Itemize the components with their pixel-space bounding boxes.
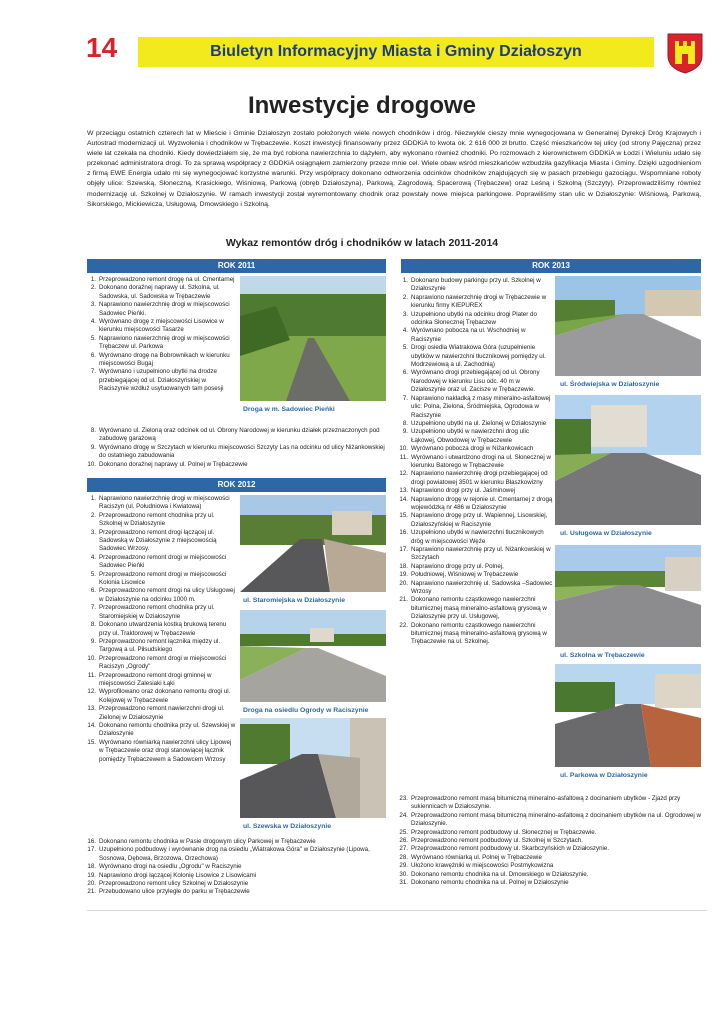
- list-item-number: 6.: [90, 351, 96, 359]
- list-item: [397, 879, 703, 887]
- list-item: [85, 529, 237, 554]
- list-item-number: 31.: [399, 879, 408, 887]
- list-item-text: Wyrównano pobocza drogi w Niżankowicach: [411, 445, 534, 453]
- list-item-text: Naprawiono nawierzchnię drogi w miejscowości Raciszyn (ul. Południowa i Kwiatowa): [99, 495, 230, 511]
- list-item: [397, 369, 553, 394]
- list-item-number: 20.: [399, 579, 408, 587]
- list-item-text: Wyrównano równiarką ul. Polnej w Trębaczewie: [411, 853, 542, 861]
- works-list-2013-wide: [397, 795, 703, 887]
- list-item-text: Wyrównano drogi przebiegającej od ul. Obrony Narodowej w kierunku Lisu odc. 40 m w Działoszynie oraz ul. Zacisze w Trębaczewie.: [411, 369, 540, 394]
- list-item: [397, 529, 553, 546]
- list-item-text: Naprawiono nawierzchnię drogi w Trębaczewie w kierunku firmy KIEPUREX: [411, 293, 547, 310]
- works-list-2011-wide: [85, 427, 386, 469]
- list-item-number: 22.: [399, 621, 408, 629]
- list-item-text: Wyrównano ul. Zieloną oraz odcinek od ul. Obrony Narodowej w kierunku działek przeznaczonych pod zabudowę garażową: [99, 427, 380, 443]
- photo-caption: Droga na osiedlu Ogrody w Raciszynie: [243, 707, 369, 714]
- list-item-number: 10.: [87, 460, 96, 468]
- list-item-number: 3.: [90, 528, 96, 536]
- list-item: [397, 512, 553, 529]
- list-item-number: 17.: [399, 546, 408, 553]
- list-item-text: Uzupełniono ubytki na ul. Zielonej w Działoszynie: [411, 419, 547, 427]
- list-item: [397, 837, 703, 845]
- photo-srodwiejska: [555, 276, 701, 376]
- list-item: [85, 352, 237, 369]
- list-item-number: 10.: [399, 445, 408, 453]
- list-item-text: Drogi osiedla Wiatrakowa Góra (uzupełnienie ubytków w nawierzchni tłucznikowej pomiędzy ul. Modrzewiową a ul. Zachodnią): [411, 344, 546, 369]
- list-item: [85, 368, 237, 393]
- list-item-text: Przeprowadzono remont drogi łączącej ul. Sadowską w Działoszynie z miejscowością Sadowiec Wrzosy.: [99, 528, 217, 553]
- list-item-number: 15.: [399, 512, 408, 520]
- list-item: [85, 838, 386, 846]
- list-item-number: 14.: [399, 495, 408, 503]
- list-item-number: 1.: [402, 277, 408, 284]
- list-item-text: Dokonano remontu chodnika na ul. Polnej w Działoszynie: [411, 879, 569, 887]
- list-item-number: 23.: [399, 795, 408, 802]
- list-item: [397, 546, 553, 563]
- list-item-text: Przeprowadzono remont ulicy Szkolnej w Działoszynie: [99, 880, 249, 888]
- list-item-text: Dokonano doraźnej naprawy ul. Szkolna, ul. Sadowska, ul. Sadowska w Trębaczewie: [99, 284, 220, 300]
- list-item: [85, 495, 237, 512]
- list-item-number: 18.: [87, 863, 96, 871]
- list-item-text: Przeprowadzono remont łącznika między ul. Targową a ul. Piłsudskiego: [99, 637, 221, 654]
- year-header-2013: ROK 2013: [401, 259, 701, 273]
- list-item: [397, 277, 553, 294]
- list-item: [85, 301, 237, 318]
- list-item-number: 6.: [90, 587, 96, 595]
- list-item: [85, 688, 237, 705]
- list-item: [85, 461, 386, 469]
- list-item-number: 4.: [402, 327, 408, 335]
- list-item-number: 2.: [90, 284, 96, 292]
- photo-staromiejska: [240, 495, 386, 592]
- list-item-text: Przeprowadzono remont podbudowy ul. Szkolnej w Szczytach.: [411, 837, 583, 845]
- header-bar: [138, 37, 654, 67]
- photo-caption: ul. Szewska w Działoszynie: [243, 823, 332, 830]
- list-item-text: Dokonano remontu chodnika przy ul. Szewskiej w Działoszynie: [99, 721, 236, 738]
- list-item-number: 30.: [399, 870, 408, 878]
- list-item: [85, 846, 386, 863]
- list-item-text: Dokonano remontu chodnika na ul. Dmowskiego w Działoszynie.: [411, 870, 589, 878]
- list-item: [397, 454, 553, 471]
- photo-caption: ul. Staromiejska w Działoszynie: [243, 597, 345, 604]
- list-item-number: 8.: [90, 621, 96, 629]
- list-item-text: Przeprowadzono remont chodnika przy ul. Szkolnej w Działoszynie: [99, 511, 215, 528]
- list-item-text: Naprawiono nakładką z masy mineralno-asfaltowej ulic: Polna, Zielona, Śródmiejska, Ogrodowa w Raciszynie: [411, 394, 551, 419]
- list-item-text: Dokonano doraźnej naprawy ul. Polnej w Trębaczewie: [99, 460, 248, 468]
- list-item-text: Naprawiono drogę przy ul. Polnej,: [411, 562, 504, 570]
- list-item-text: Wyrównano pobocza na ul. Wschodniej w Raciszynie: [411, 327, 526, 343]
- list-item-text: Dokonano budowy parkingu przy ul. Szkolnej w Działoszynie: [411, 277, 541, 293]
- list-item-text: Wyprofilowano oraz dokonano remontu drogi ul. Kolejowej w Trębaczewie: [99, 688, 231, 704]
- works-list-2012: [85, 495, 237, 764]
- list-item: [85, 722, 237, 739]
- list-item-text: Dokonano utwardzenia kostką brukową terenu przy ul. Traktorowej w Trębaczewie: [99, 621, 227, 637]
- list-item-text: Przeprowadzono remont drogi gminnej w miejscowości Zalesiaki Łąki: [99, 671, 212, 687]
- photo-caption: ul. Śródwiejska w Działoszynie: [560, 381, 660, 388]
- list-item-number: 12.: [399, 470, 408, 478]
- list-item: [397, 829, 703, 837]
- list-item: [397, 795, 703, 812]
- list-subtitle: Wykaz remontów dróg i chodników w latach 2011-2014: [225, 237, 499, 249]
- list-item-number: 19.: [87, 871, 96, 879]
- list-item: [397, 596, 553, 621]
- list-item-text: Uzupełniono podbudowy i wyrównanie drog na osiedlu „Wiatrakowa Góra" w Działoszynie (Lipowa, Sosnowa, Dębowa, Brzozowa, Orzechowa): [99, 846, 370, 862]
- list-item-text: Naprawiono nawierzchnię drogi przebiegającej od drogi powiatowej 3501 w kierunku Błaszkowizny: [411, 470, 548, 486]
- list-item: [85, 888, 386, 896]
- list-item-number: 1.: [90, 495, 96, 502]
- list-item-text: Uzupełniono ubytki w nawierzchni tłucznikowych drög w miejscowości Węże: [411, 529, 544, 545]
- list-item-text: Południowej, Wiśniowej w Trębaczewie: [411, 571, 519, 579]
- list-item-number: 16.: [399, 529, 408, 537]
- list-item-text: Wyrównano drogę na Bobrownikach w kierunku miejscowości Bugaj: [99, 351, 230, 368]
- list-item: [397, 580, 553, 597]
- list-item: [397, 395, 553, 420]
- list-item-number: 11.: [399, 453, 408, 461]
- list-item: [397, 327, 553, 344]
- list-item: [85, 638, 237, 655]
- list-item-text: Wyrównano równiarką nawierzchni ulicy Lipowej w Trębaczewie oraz drogi stanowiącej łącznik pomiędzy Trębaczewem a Sadowcem Wrzosy: [99, 738, 232, 763]
- list-item-text: Dokonano remontu cząstkowego nawierzchni bitumicznej masą mineralno-asfaltową grysową w Działoszynie przy ul. Usługowej,: [411, 596, 547, 621]
- list-item-number: 4.: [90, 553, 96, 561]
- list-item-text: Dokonano remontu chodnika w Pasie drogowym ulicy Parkowej w Trębaczewie: [99, 838, 316, 845]
- list-item-number: 28.: [399, 853, 408, 861]
- list-item: [85, 335, 237, 352]
- list-item: [397, 862, 703, 870]
- list-item: [85, 880, 386, 888]
- list-item-text: Wyrównano drogę z miejscowości Lisowice w kierunku miejscowości Tasarze: [99, 318, 224, 334]
- photo-caption: ul. Parkowa w Działoszynie: [560, 772, 648, 779]
- list-item: [397, 571, 553, 579]
- works-list-2011: [85, 276, 237, 394]
- list-item-number: 18.: [399, 562, 408, 570]
- intro-paragraph: W przeciągu ostatnich czterech lat w Mieście i Gminie Działoszyn zostało położonych wiele nowych chodników i dróg. Niezwykle cieszy mnie wynegocjowana w Generalnej Dyrekcji Dróg Krajowych i Autostrad modernizacji ul. Wyzwolenia i chodników w Trębaczewie. Koszt inwestycji finansowany przez GDDKiA to kwota ok. 2 616 000 zł brutto. Część mieszkańców tej ulicy (od strony Pajęczna) przez wiele lat czekała na chodniki. Kiedy dowiedziałem się, że ma być robiona nawierzchnia to dążyłem, aby wykonano również chodniki. Po rozmowach z kierownictwem GDDKiA w Łodzi i Wieluniu udało się przekonać administratora drogi. To za sprawą współpracy z GDDKiA osiągnąłem zamierzony przeze mnie cel. Wiele obaw wśród mieszkańców wzbudziła gazyfikacja Miasta i Gminy. Dzięki uzgodnieniom z firmą EWE Energia udało mi się wynegocjować korzystne warunki. Przy współpracy dokonano odtworzenia odcinków chodników znajdujących się w pasach przebiegu gazociągu. Wspomniane roboty objęły ulice: Szewską, Słoneczną, Krasickiego, Wiśniową, Parkową (obręb Działoszyna), Parkową, Zagrodową, Spacerową (Trębaczew) oraz Leśną i Szkolną (Szczyty). Przeprowadziliśmy również modernizację ul. Szkolnej w Działoszynie. W ramach inwestycji został wyremontowany chodnik oraz powstały nowe miejsca parkingowe. Poprawiliśmy stan ulic w Działoszynie: Wiśniową, Parkową, Sikorskiego, Mickiewicza, Usługową, Dmowskiego i Szkolną.: [87, 130, 701, 208]
- bottom-divider: [87, 910, 707, 911]
- list-item-text: Przeprowadzono remont podbudowy ul. Słonecznej w Trębaczewie.: [411, 828, 597, 836]
- list-item-number: 6.: [402, 369, 408, 377]
- list-item-number: 5.: [402, 344, 408, 352]
- list-item-number: 12.: [87, 688, 96, 696]
- list-item: [85, 739, 237, 764]
- list-item: [85, 705, 237, 722]
- list-item-number: 1.: [90, 276, 96, 283]
- list-item-number: 13.: [399, 487, 408, 495]
- list-item-text: Przeprowadzono remont drogi w miejscowości Sadowiec Pieńki: [99, 553, 227, 570]
- list-item-number: 9.: [90, 443, 96, 451]
- list-item-text: Naprawiono drogi łączącej Kolonię Lisowice z Lisowicami: [99, 871, 257, 879]
- photo-caption: ul. Usługowa w Działoszynie: [560, 530, 652, 537]
- list-item: [85, 284, 237, 301]
- list-item-text: Przeprowadzono remont drogi w miejscowości Kolonia Lisowice: [99, 570, 227, 587]
- list-item: [85, 276, 237, 284]
- list-item-text: Naprawiono nawierzchnię drogi w miejscowości Sadowiec Pieńki.: [99, 301, 230, 317]
- list-item-text: Przebudowano ulice przyległe do parku w Trębaczewie: [99, 888, 250, 896]
- article-title: Inwestycje drogowe: [247, 92, 477, 119]
- list-item-text: Przeprowadzono remont chodnika przy ul. Staromiejskiej w Działoszynie: [99, 604, 215, 620]
- list-item: [397, 871, 703, 879]
- list-item-number: 4.: [90, 318, 96, 326]
- list-item: [85, 672, 237, 689]
- list-item-number: 13.: [87, 705, 96, 713]
- town-crest-icon: [666, 32, 704, 74]
- list-item-text: Wyrównano drogi na osiedlu „Ogrodu" w Raciszynie: [99, 863, 242, 871]
- list-item-text: Przeprowadzono remont masą bitumiczną mineralno-asfaltową z docinaniem ubytków na ul. Ogrodowej w Działoszynie.: [411, 811, 701, 828]
- year-header-2011: ROK 2011: [87, 259, 386, 273]
- list-item-text: Uzupełniono ubytki w nawierzchni drog ulic Łąkowej, Obwodowej w Trębaczewie: [411, 428, 529, 444]
- list-item-number: 16.: [87, 838, 96, 845]
- list-item-text: Przeprowadzono remont drogi w miejscowości Raciszyn „Ogrody": [99, 654, 227, 671]
- year-header-2012: ROK 2012: [87, 478, 386, 492]
- list-item-text: Wyrównano i uzupełniono ubytki na drodze przebiegającej od ul. Działoszyńskiej w Raciszynie wzdłuż usytuowanych tam posesji: [99, 368, 224, 393]
- list-item: [85, 444, 386, 461]
- list-item-number: 8.: [90, 427, 96, 434]
- bulletin-title: Biuletyn Informacyjny Miasta i Gminy Działoszyn: [210, 43, 582, 60]
- page-number: 14: [86, 32, 118, 63]
- list-item-number: 14.: [87, 721, 96, 729]
- list-item-number: 11.: [87, 671, 96, 679]
- photo-sadowiec-pienki: [240, 276, 386, 401]
- list-item-number: 3.: [90, 301, 96, 309]
- list-item: [85, 621, 237, 638]
- photo-szkolna: [555, 545, 701, 647]
- list-item: [85, 604, 237, 621]
- list-item: [85, 512, 237, 529]
- photo-caption: ul. Szkolna w Trębaczewie: [560, 652, 645, 659]
- list-item-number: 10.: [87, 654, 96, 662]
- list-item-number: 29.: [399, 862, 408, 870]
- list-item: [397, 854, 703, 862]
- list-item: [85, 587, 237, 604]
- list-item-number: 19.: [399, 571, 408, 579]
- list-item: [397, 622, 553, 647]
- photo-szewska: [240, 718, 386, 818]
- list-item: [85, 863, 386, 871]
- list-item-text: Przeprowadzono remont podbudowy ul. Skarbczyńskich w Działoszynie.: [411, 845, 610, 853]
- list-item: [85, 427, 386, 444]
- list-item-number: 17.: [87, 846, 96, 854]
- list-item-number: 20.: [87, 880, 96, 888]
- list-item-text: Wyrównano drogę w Szczytach w kierunku miejscowości Szczyty Las na odcinku od ulicy Niżankowskiej do ostatniego zabudowania: [99, 443, 385, 460]
- list-item: [397, 496, 553, 513]
- list-item-number: 25.: [399, 828, 408, 836]
- list-item-text: Naprawiono nawierzchnię ul. Sadowska –Sadowiec Wrzosy: [411, 579, 553, 596]
- list-item: [397, 294, 553, 311]
- list-item: [397, 487, 553, 495]
- list-item-number: 21.: [399, 596, 408, 604]
- list-item: [397, 845, 703, 853]
- list-item: [85, 655, 237, 672]
- works-list-2013: [397, 277, 553, 647]
- list-item-text: Naprawiono drogę w rejonie ul. Cmentarnej z drogą wojewódzką nr 486 w Działoszynie: [411, 495, 553, 511]
- list-item-text: Uzupełniono ubytki na odcinku drogi Plater do odcinka Słonecznej Trębaczew: [411, 310, 537, 327]
- photo-osiedle-ogrody: [240, 610, 386, 702]
- list-item-number: 24.: [399, 811, 408, 819]
- list-item-number: 2.: [90, 511, 96, 519]
- list-item-number: 8.: [402, 419, 408, 427]
- list-item-text: Wyrównano i utwardzono drogi na ul. Słonecznej w kierunku Batorego w Trębaczewie: [411, 453, 551, 469]
- list-item-text: Naprawiono nawierzchnię przy ul. Niżankowskiej w Szczytach: [411, 546, 551, 562]
- list-item-text: Naprawiono drogę przy ul. Wapiennej, Lisowskiej, Działoszyńskiej w Raciszynie: [411, 512, 548, 528]
- photo-parkowa: [555, 664, 701, 767]
- list-item: [397, 428, 553, 445]
- list-item: [85, 571, 237, 588]
- list-item-text: Naprawiono drogi przy ul. Jaśminowej: [411, 487, 516, 495]
- list-item: [397, 812, 703, 829]
- list-item-text: Przeprowadzono remont nawierzchni drogi ul. Zielonej w Działoszynie: [99, 705, 225, 721]
- list-item-number: 7.: [90, 604, 96, 612]
- list-item: [85, 872, 386, 880]
- list-item-number: 9.: [402, 428, 408, 436]
- list-item-number: 26.: [399, 837, 408, 845]
- list-item-text: Naprawiono nawierzchnię drogi w miejscowości Trębaczew ul. Parkowa: [99, 334, 230, 351]
- list-item-text: Dokonano remontu cząstkowego nawierzchni bitumicznej masą mineralno-asfaltową grysową w Trębaczewie na ul. Szkolnej.: [411, 621, 547, 646]
- list-item-text: Przeprowadzono remont masą bitumiczną mineralno-asfaltową z docinaniem ubytków - Zjazd przy sukiennicach w Działoszynie.: [411, 795, 681, 811]
- list-item: [397, 420, 553, 428]
- list-item-number: 5.: [90, 570, 96, 578]
- list-item-number: 5.: [90, 334, 96, 342]
- list-item-text: Ułożono krawężniki w miejscowości Postmykowizna: [411, 862, 554, 870]
- list-item: [397, 470, 553, 487]
- list-item: [397, 563, 553, 571]
- list-item-number: 27.: [399, 845, 408, 853]
- list-item-number: 7.: [90, 368, 96, 376]
- list-item-number: 2.: [402, 293, 408, 301]
- list-item-number: 9.: [90, 637, 96, 645]
- list-item-number: 3.: [402, 310, 408, 318]
- list-item: [85, 554, 237, 571]
- list-item-number: 7.: [402, 394, 408, 402]
- list-item-number: 15.: [87, 738, 96, 746]
- list-item: [85, 318, 237, 335]
- list-item: [397, 445, 553, 453]
- list-item-text: Przeprowadzono remont drogę na ul. Cmentarnej: [99, 276, 235, 283]
- list-item-text: Przeprowadzono remont drogi na ulicy Usługowej w Działoszynie na odcinku 1000 m.: [99, 587, 235, 603]
- photo-caption: Droga w m. Sadowiec Pieńki: [243, 406, 335, 413]
- list-item-number: 21.: [87, 888, 96, 896]
- list-item: [397, 344, 553, 369]
- photo-uslugowa: [555, 395, 701, 525]
- list-item: [397, 311, 553, 328]
- works-list-2012-wide: [85, 838, 386, 897]
